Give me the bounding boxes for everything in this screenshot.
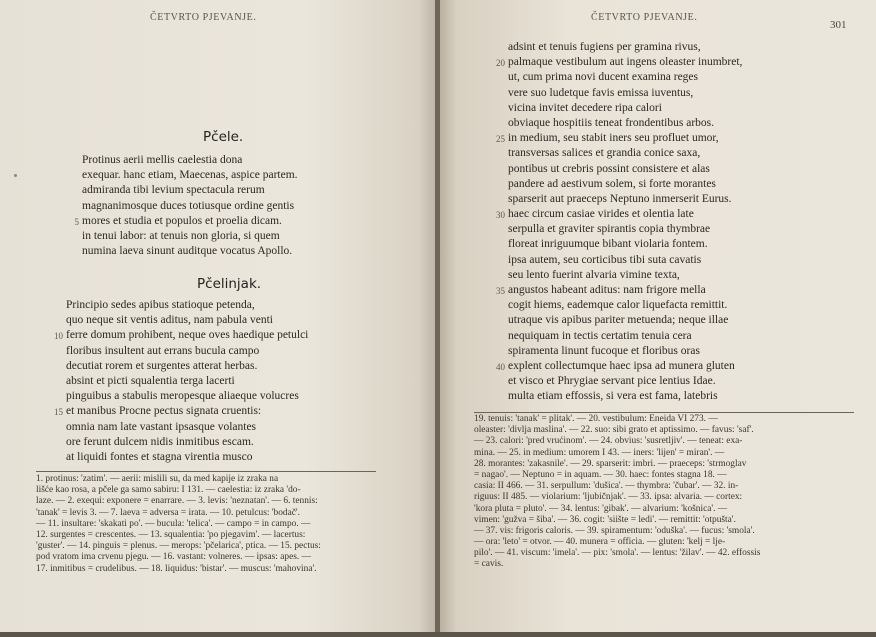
verse-line: [82, 199, 298, 214]
verse-text: exequar. hanc etiam, Maecenas, aspice partem.: [82, 169, 298, 182]
verse-text: seu lento fuerint alvaria vimine texta,: [508, 268, 680, 281]
footnote-line: 1. protinus: 'zatim'. — aerii: mislili su, da med kapije iz zraka na: [36, 474, 279, 484]
verse-line: [508, 374, 742, 389]
verse-line: [508, 389, 742, 404]
verse-text: palmaque vestibulum aut ingens oleaster inumbret,: [508, 56, 743, 69]
footnote-line: laze. — 2. exequi: exponere = enarrare. — 3. levis: 'neznatan'. — 6. tennis:: [36, 496, 318, 507]
verse-line: [496, 131, 742, 146]
right-footnotes: [474, 414, 869, 571]
verse-line: [66, 359, 308, 374]
verse-line: [74, 214, 298, 229]
margin-mark: [14, 174, 17, 177]
verse-text: ut, cum prima novi ducent examina reges: [508, 71, 699, 84]
verse-line: [508, 313, 742, 328]
verse-line: [54, 404, 308, 419]
verse-line: [66, 435, 308, 450]
verse-line: [66, 450, 308, 465]
footnote-line: 'tanak' = levis 3. — 7. laeva = adversa = irata. — 10. petulcus: 'bodač'.: [36, 507, 300, 518]
verse-text: pontibus ut crebris possint consistere et alas: [508, 162, 710, 175]
footnote-line: 12. surgentes = crescentes. — 13. squalentia: 'po pjegavim'. — lacertus:: [36, 529, 306, 540]
verse-text: multa etiam effossis, si vera est fama, latebris: [508, 390, 718, 403]
line-number: 25: [496, 134, 505, 145]
line-number: 40: [496, 361, 505, 372]
section-title-bees: Pčele.: [203, 129, 244, 145]
verse-line: [508, 86, 742, 101]
footnote-line: vimen: 'gužva = šiba'. — 36. cogit: 'siište = ledi'. — remittit: 'otpušta'.: [474, 514, 736, 525]
section-title-apiary: Pčelinjak.: [197, 276, 262, 292]
footnote-line: 28. morantes: 'zakasnile'. — 29. sparserit: imbri. — praeceps: 'strmoglav: [474, 458, 747, 469]
verse-text: absint et picti squalentia terga lacerti: [66, 374, 235, 387]
verse-line: [508, 222, 742, 237]
verse-text: sparserit aut praeceps Neptuno inmerserit Eurus.: [508, 192, 732, 205]
line-number: 10: [54, 331, 63, 342]
verse-line: [82, 153, 298, 168]
verse-text: floribus insultent aut errans bucula campo: [66, 344, 260, 357]
verse-text: mores et studia et populos et proelia dicam.: [82, 214, 282, 227]
bottom-edge: [0, 632, 876, 637]
verse-line: [82, 244, 298, 259]
verse-text: spiramenta linunt fucoque et floribus oras: [508, 344, 700, 357]
verse-line: [66, 420, 308, 435]
verse-line: [82, 168, 298, 183]
verse-text: quo neque sit ventis aditus, nam pabula venti: [66, 314, 273, 327]
verse-text: vere suo ludetque favis emissa iuventus,: [508, 86, 694, 99]
verse-line: [508, 237, 742, 252]
verse-text: et manibus Procne pectus signata cruentis:: [66, 405, 262, 418]
footnote-line: = nagao'. — Neptuno = in aquam. — 30. haec: fontes stagna 18. —: [474, 469, 727, 480]
verse-text: ore ferunt dulcem nidis inmitibus escam.: [66, 435, 254, 448]
poem-apiary: [54, 298, 309, 465]
verse-text: transversas salices et grandia conice saxa,: [508, 147, 701, 160]
verse-text: cogit hiems, eademque calor liquefacta remittit.: [508, 299, 728, 312]
footnote-line: = cavis.: [474, 559, 504, 570]
line-number: 20: [496, 58, 505, 69]
verse-line: [508, 268, 742, 283]
verse-line: [496, 207, 742, 222]
footnote-line: pod vratom ima crvenu pjegu. — 16. vastant: volneres. — ipsas: apes. —: [36, 552, 311, 563]
verse-text: Protinus aerii mellis caelestia dona: [82, 154, 243, 166]
verse-text: in tenui labor: at tenuis non gloria, si quem: [82, 229, 280, 242]
verse-line: [82, 183, 298, 198]
verse-text: pandere ad aestivum solem, si forte morantes: [508, 177, 716, 190]
line-number: 15: [54, 407, 63, 418]
verse-line: [66, 344, 308, 359]
footnote-line: casia: II 466. — 31. serpullum: 'dušica'. — thymbra: 'čubar'. — 32. in-: [474, 481, 739, 492]
line-number: 35: [496, 286, 505, 296]
verse-text: adsint et tenuis fugiens per gramina rivus,: [508, 41, 701, 53]
verse-line: [508, 298, 742, 313]
footnote-line: riguus: II 485. — violarium: 'ljubičnjak'. — 33. ipsa: alvaria. — cortex:: [474, 492, 743, 503]
verse-line: [496, 359, 742, 374]
footnote-line: 'guster'. — 14. pinguis = plenus. — merops: 'pčelarica', ptica. — 15. pectus:: [36, 541, 321, 552]
verse-text: floreat inriguumque bibant violaria fontem.: [508, 238, 708, 251]
left-page: [0, 0, 436, 634]
footnote-line: — 11. insultare: 'skakati po'. — bucula: 'telica'. — campo = in campo. —: [36, 518, 311, 529]
footnote-line: 17. inmitibus = crudelibus. — 18. liquidus: 'bistar'. — muscus: 'mahovina'.: [36, 563, 317, 574]
verse-line: [66, 298, 308, 313]
verse-text: in medium, seu stabit iners seu profluet umor,: [508, 132, 719, 145]
footnote-line: — 23. calori: 'pred vrućinom'. — 24. obvius: 'susretljiv'. — teneat: exa-: [474, 436, 743, 447]
line-number: 30: [496, 210, 505, 221]
verse-text: ipsa autem, seu corticibus tibi suta cavatis: [508, 253, 702, 266]
verse-line: [66, 374, 308, 389]
verse-text: numina laeva sinunt auditque vocatus Apollo.: [82, 245, 293, 258]
verse-text: admiranda tibi levium spectacula rerum: [82, 184, 265, 197]
left-running-head: ČETVRTO PJEVANJE.: [150, 12, 257, 23]
verse-line: [508, 146, 742, 161]
verse-line: [496, 283, 742, 298]
right-running-head: ČETVRTO PJEVANJE.: [591, 12, 698, 23]
verse-line: [508, 40, 742, 55]
verse-text: serpulla et graviter spirantis copia thymbrae: [508, 223, 711, 236]
verse-text: vicina invitet decedere ripa calori: [508, 101, 662, 114]
poem-bees: [74, 153, 298, 259]
left-footnotes: [36, 474, 416, 575]
footnote-line: — ora: 'leto' = otvor. — 40. munera = officia. — gluten: 'kelj = lje-: [474, 537, 726, 548]
verse-line: [54, 328, 309, 343]
verse-text: Principio sedes apibus statioque petenda,: [66, 299, 255, 311]
footnote-line: lišće kao rosa, a pčele ga samo sabiru: I 131. — caelestia: iz zraka 'do-: [36, 485, 301, 496]
verse-line: [508, 192, 742, 207]
verse-text: at liquidi fontes et stagna virentia musco: [66, 450, 253, 463]
verse-line: [496, 55, 743, 70]
verse-line: [508, 162, 742, 177]
verse-line: [82, 229, 298, 244]
line-number: 5: [74, 216, 79, 227]
verse-text: decutiat rorem et surgentes atterat herbas.: [66, 359, 258, 372]
verse-text: ferre domum prohibent, neque oves haedique petulci: [66, 329, 309, 342]
verse-line: [508, 344, 742, 359]
verse-line: [66, 389, 308, 404]
verse-text: pinguibus a stabulis meropesque aliaeque volucres: [66, 390, 299, 403]
verse-text: haec circum casiae virides et olentia late: [508, 208, 694, 221]
verse-line: [508, 101, 742, 116]
right-notes-rule: [474, 412, 854, 413]
gutter: [435, 0, 440, 637]
verse-text: nequiquam in tectis certatim tenuia cera: [508, 329, 692, 342]
page-number: 301: [830, 19, 847, 31]
verse-text: et visco et Phrygiae servant pice lentius Idae.: [508, 375, 716, 388]
verse-line: [508, 116, 742, 131]
verse-text: omnia nam late vastant ipsasque volantes: [66, 420, 257, 433]
verse-text: angustos habeant aditus: nam frigore mella: [508, 284, 706, 296]
right-page: [439, 0, 876, 634]
poem-continuation: [496, 40, 743, 405]
footnote-line: 19. tenuis: 'tanak' = plitak'. — 20. vestibulum: Eneida VI 273. —: [474, 414, 718, 424]
footnote-line: pilo'. — 41. viscum: 'imela'. — pix: 'smola'. — lentus: 'žilav'. — 42. effossis: [474, 548, 761, 559]
footnote-line: oleaster: 'divlja maslina'. — 22. suo: sibi grato et aptissimo. — favus: 'saf'.: [474, 425, 754, 436]
verse-text: obviaque hospitiis teneat frondentibus arbos.: [508, 116, 715, 129]
footnote-line: mina. — 25. in medium: umorem I 43. — iners: 'lijen' = miran'. —: [474, 447, 725, 458]
left-notes-rule: [36, 471, 376, 472]
verse-line: [508, 329, 742, 344]
footnote-line: 'kora pluta = pluto'. — 34. lentus: 'gibak'. — alvarium: 'košnica'. —: [474, 503, 728, 514]
verse-line: [66, 313, 308, 328]
verse-line: [508, 253, 742, 268]
verse-line: [508, 177, 742, 192]
verse-line: [508, 70, 742, 85]
footnote-line: — 37. vis: frigoris caloris. — 39. spiramentum: 'oduška'. — fucus: 'smola'.: [474, 525, 755, 536]
verse-text: magnanimosque duces totiusque ordine gentis: [82, 199, 295, 212]
verse-text: utraque vis apibus pariter metuenda; neque illae: [508, 314, 729, 327]
verse-text: explent collectumque haec ipsa ad munera gluten: [508, 359, 735, 372]
